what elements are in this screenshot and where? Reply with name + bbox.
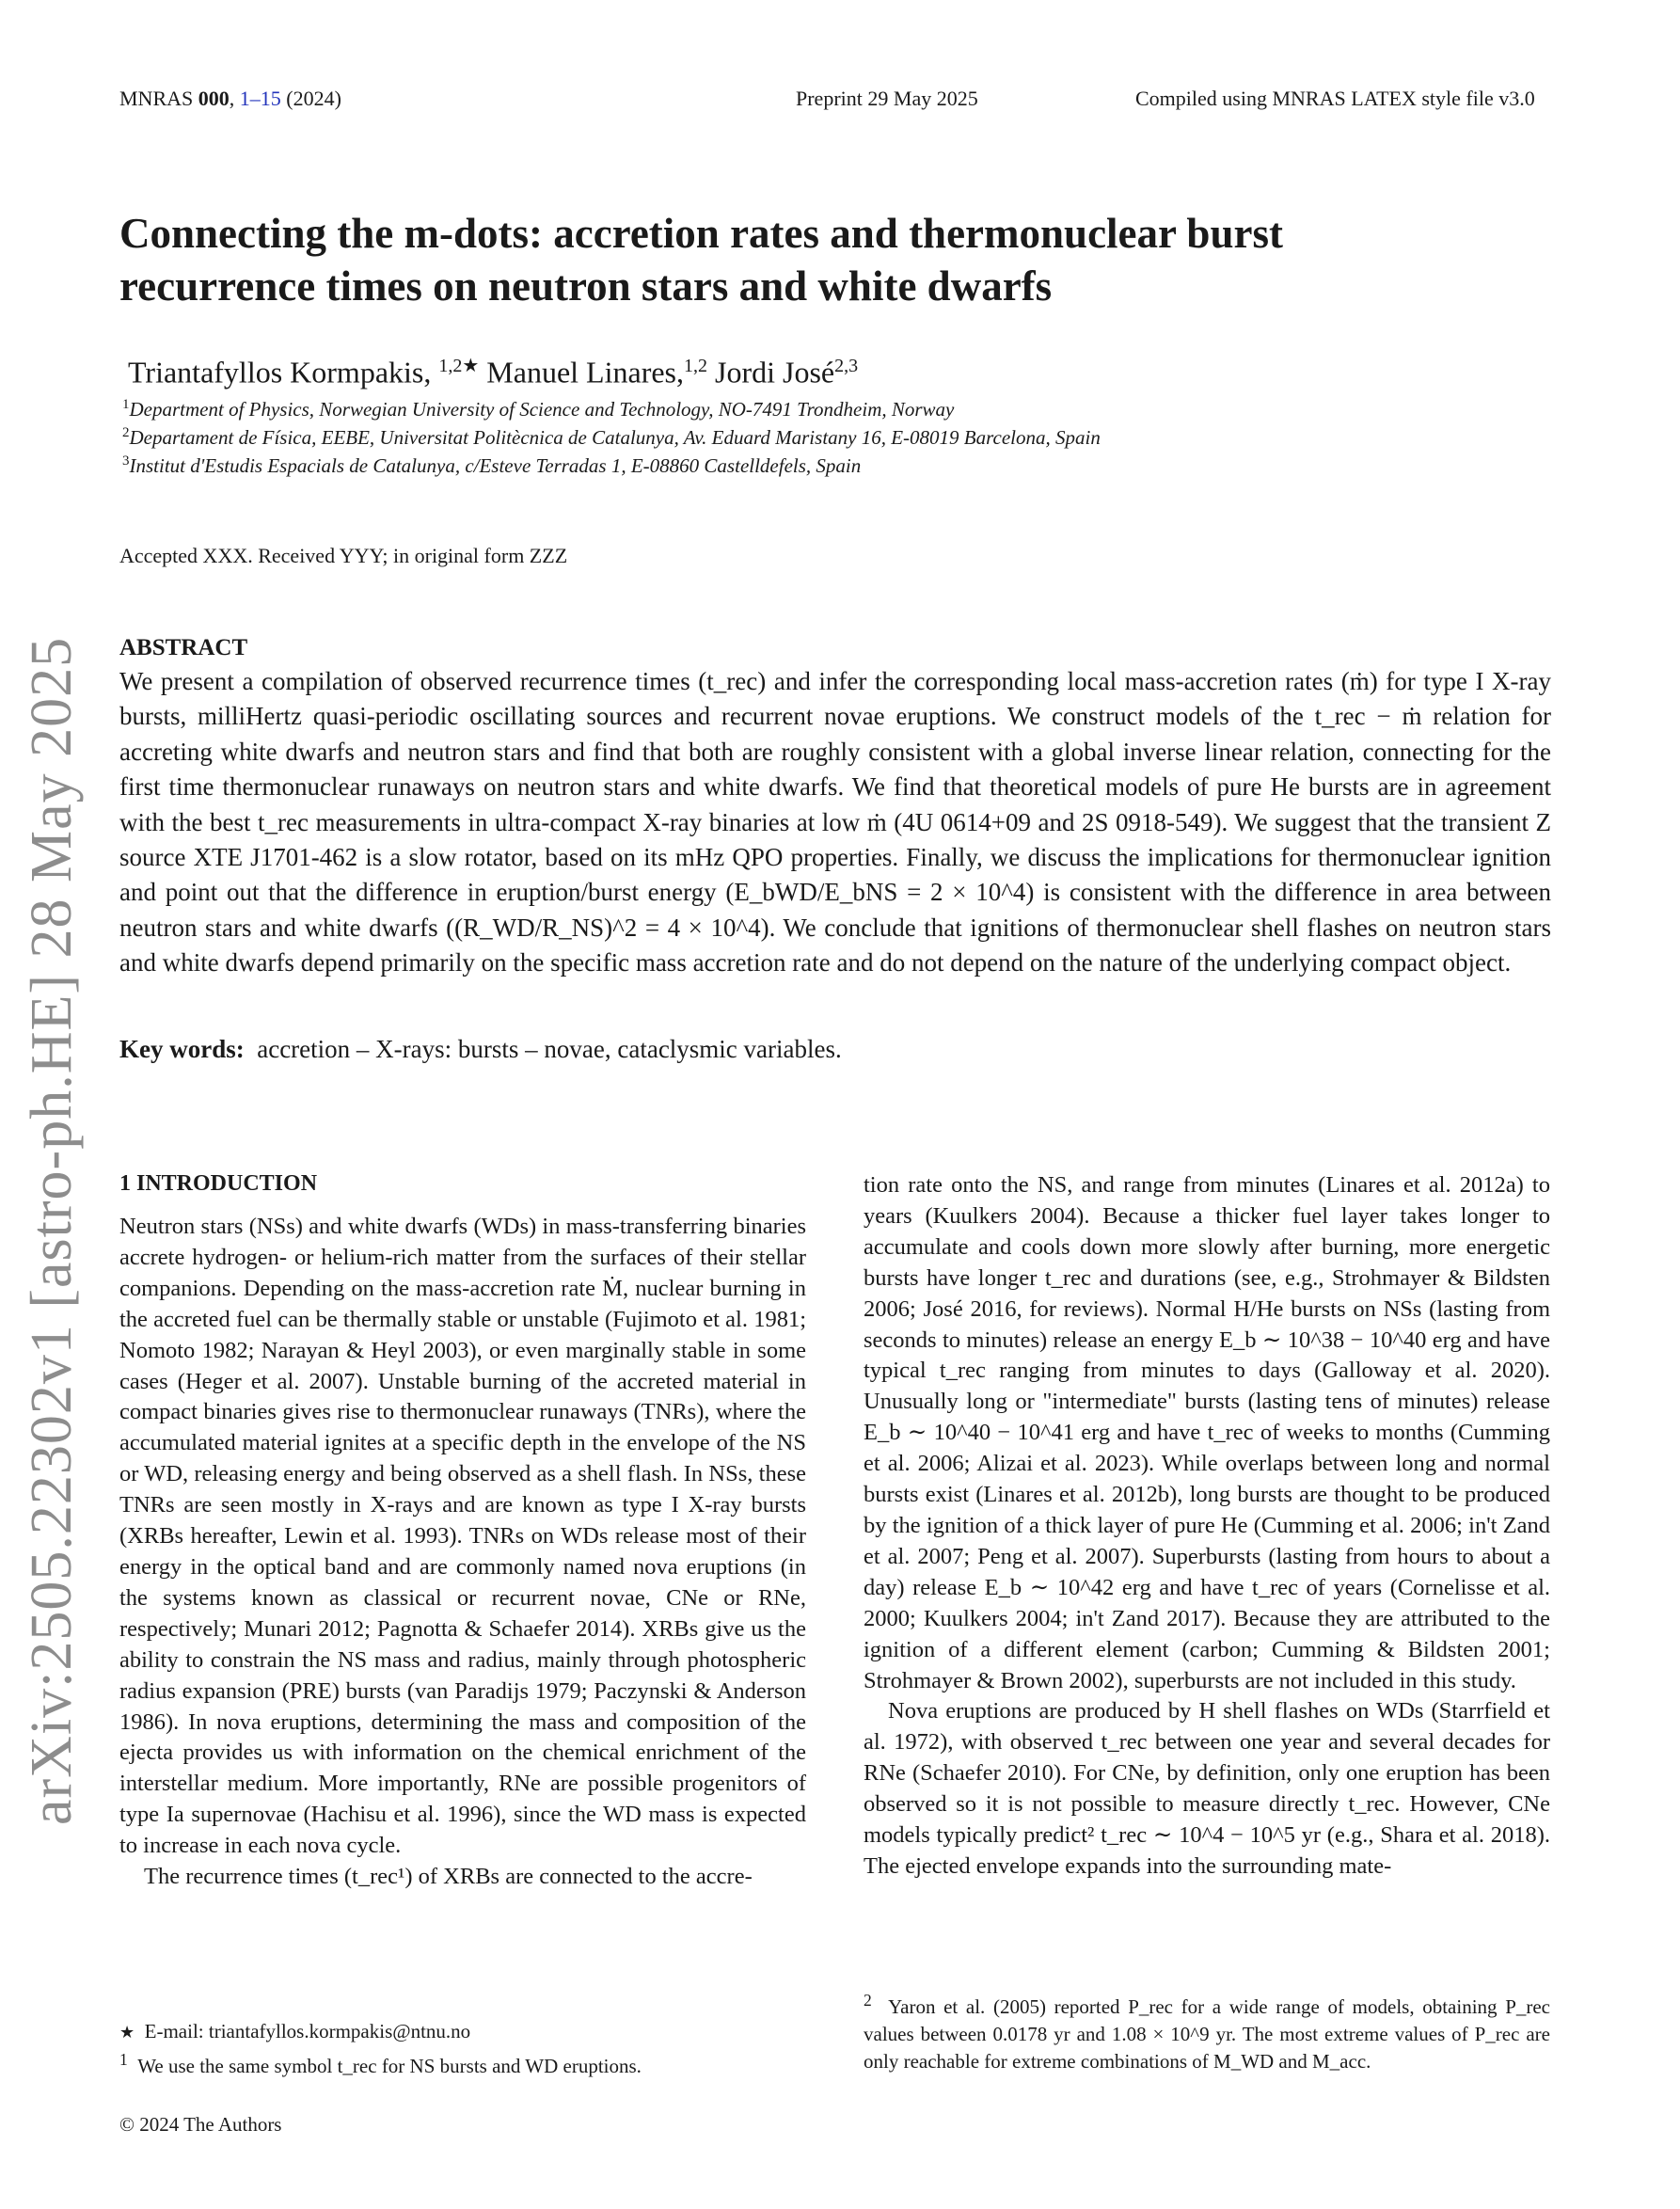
footnotes-left: [119, 2018, 806, 2080]
author-2-affil: 1,2: [684, 356, 707, 376]
footnote-2: $^2$ Yaron et al. (2005) reported P_rec for a wide range of models, obtaining P_rec values between 0.0178 yr and 1.08 × 10^9 yr. The most extreme values of P_rec are only reachable for extreme combinations of M_WD and M_acc.: [864, 1991, 1551, 2073]
keywords-label: Key words:: [119, 1035, 245, 1063]
keywords: [119, 1035, 842, 1064]
author-1: Triantafyllos Kormpakis,: [128, 355, 432, 389]
author-3: Jordi José: [715, 355, 835, 389]
author-1-affil: 1,2★: [438, 356, 480, 376]
author-2: Manuel Linares,: [486, 355, 684, 389]
affiliation-3: $^3$Institut d'Estudis Espacials de Catalunya, c/Esteve Terradas 1, E-08860 Castelldefels, Spain: [122, 453, 862, 477]
affiliation-2: $^2$Departament de Física, EEBE, Universitat Politècnica de Catalunya, Av. Eduard Maristany 16, E-08019 Barcelona, Spain: [122, 425, 1101, 449]
arxiv-watermark: arXiv:2505.22302v1 [astro-ph.HE] 28 May 2025: [20, 636, 84, 1825]
section-heading-introduction: 1 INTRODUCTION: [119, 1171, 318, 1196]
abstract-heading: ABSTRACT: [119, 635, 248, 660]
page-range-link[interactable]: 1–15: [239, 87, 281, 110]
left-column: [119, 1212, 806, 1893]
paper-title: Connecting the m-dots: accretion rates and thermonuclear burst recurrence times on neutron stars and white dwarfs: [119, 210, 1283, 310]
preprint-date: Preprint 29 May 2025: [796, 87, 978, 110]
footnote-1: $^1$ We use the same symbol t_rec for NS bursts and WD eruptions.: [119, 2050, 642, 2077]
affiliation-1: $^1$Department of Physics, Norwegian University of Science and Technology, NO-7491 Trondheim, Norway: [122, 397, 955, 421]
journal-citation: MNRAS 000, 1–15 (2024): [119, 87, 341, 110]
author-3-affil: 2,3: [834, 356, 859, 376]
copyright: © 2024 The Authors: [119, 2113, 282, 2136]
right-column: [864, 1170, 1550, 1883]
accepted-line: Accepted XXX. Received YYY; in original form ZZZ: [119, 544, 568, 567]
paragraph: tion rate onto the NS, and range from minutes (Linares et al. 2012a) to years (Kuulkers 2004). Because a thicker fuel layer takes longer to accumulate and cools down more slowly after burning, more energetic bursts have longer t_rec and durations (see, e.g., Strohmayer & Bildsten 2006; José 2016, for reviews). Normal H/He bursts on NSs (lasting from seconds to minutes) release an energy E_b ∼ 10^38 − 10^40 erg and have typical t_rec ranging from minutes to days (Galloway et al. 2020). Unusually long or "intermediate" bursts (lasting tens of minutes) release E_b ∼ 10^40 − 10^41 erg and have t_rec of weeks to months (Cumming et al. 2006; Alizai et al. 2023). While overlaps between long and normal bursts exist (Linares et al. 2012b), long bursts are thought to be produced by the ignition of a thick layer of pure He (Cumming et al. 2006; in't Zand et al. 2007; Peng et al. 2007). Superbursts (lasting from hours to about a day) release E_b ∼ 10^42 erg and have t_rec of years (Cornelisse et al. 2000; Kuulkers 2004; in't Zand 2017). Because they are attributed to the ignition of a different element (carbon; Cumming & Bildsten 2001; Strohmayer & Brown 2002), superbursts are not included in this study.: [864, 1172, 1550, 1693]
journal-volume: 000: [198, 87, 230, 110]
keywords-text: accretion – X-rays: bursts – novae, cataclysmic variables.: [257, 1035, 842, 1063]
abstract-text: We present a compilation of observed recurrence times (t_rec) and infer the corresponding local mass-accretion rates (ṁ) for type I X-ray bursts, milliHertz quasi-periodic oscillating sources and recurrent novae eruptions. We construct models of the t_rec − ṁ relation for accreting white dwarfs and neutron stars and find that both are roughly consistent with a global inverse linear relation, connecting for the first time thermonuclear runaways on neutron stars and white dwarfs. We find that theoretical models of pure He bursts are in agreement with the best t_rec measurements in ultra-compact X-ray binaries at low ṁ (4U 0614+09 and 2S 0918-549). We suggest that the transient Z source XTE J1701-462 is a slow rotator, based on its mHz QPO properties. Finally, we discuss the implications for thermonuclear ignition and point out that the difference in eruption/burst energy (E_bWD/E_bNS = 2 × 10^4) is consistent with the difference in area between neutron stars and white dwarfs ((R_WD/R_NS)^2 = 4 × 10^4). We conclude that ignitions of thermonuclear shell flashes on neutron stars and white dwarfs depend primarily on the specific mass accretion rate and do not depend on the nature of the underlying compact object.: [119, 667, 1551, 977]
paragraph: Nova eruptions are produced by H shell flashes on WDs (Starrfield et al. 1972), with observed t_rec between one year and several decades for RNe (Schaefer 2010). For CNe, by definition, only one eruption has been observed so it is not possible to measure directly t_rec. However, CNe models typically predict² t_rec ∼ 10^4 − 10^5 yr (e.g., Shara et al. 2018). The ejected envelope expands into the surrounding mate-: [864, 1698, 1550, 1879]
journal-name: MNRAS: [119, 87, 194, 110]
compiled-note: Compiled using MNRAS LATEX style file v3.0: [1135, 87, 1535, 110]
paragraph: Neutron stars (NSs) and white dwarfs (WDs) in mass-transferring binaries accrete hydrogen- or helium-rich matter from the surfaces of their stellar companions. Depending on the mass-accretion rate Ṁ, nuclear burning in the accreted fuel can be thermally stable or unstable (Fujimoto et al. 1981; Nomoto 1982; Narayan & Heyl 2003), or even marginally stable in some cases (Heger et al. 2007). Unstable burning of the accreted material in compact binaries gives rise to thermonuclear runaways (TNRs), where the accumulated material ignites at a specific depth in the envelope of the NS or WD, releasing energy and being observed as a shell flash. In NSs, these TNRs are seen mostly in X-rays and are known as type I X-ray bursts (XRBs hereafter, Lewin et al. 1993). TNRs on WDs release most of their energy in the optical band and are commonly named nova eruptions (in the systems known as classical or recurrent novae, CNe or RNe, respectively; Munari 2012; Pagnotta & Schaefer 2014). XRBs give us the ability to constrain the NS mass and radius, mainly through photospheric radius expansion (PRE) bursts (van Paradijs 1979; Paczynski & Anderson 1986). In nova eruptions, determining the mass and composition of the ejecta provides us with information on the chemical enrichment of the interstellar medium. More importantly, RNe are possible progenitors of type Ia supernovae (Hachisu et al. 1996), since the WD mass is expected to increase in each nova cycle.: [119, 1214, 806, 1859]
author-list: [128, 354, 858, 390]
journal-year: (2024): [286, 87, 341, 110]
paragraph: The recurrence times (t_rec¹) of XRBs are connected to the accre-: [144, 1864, 753, 1890]
footnote-email: ★ E-mail: triantafyllos.kormpakis@ntnu.no: [119, 2020, 471, 2042]
